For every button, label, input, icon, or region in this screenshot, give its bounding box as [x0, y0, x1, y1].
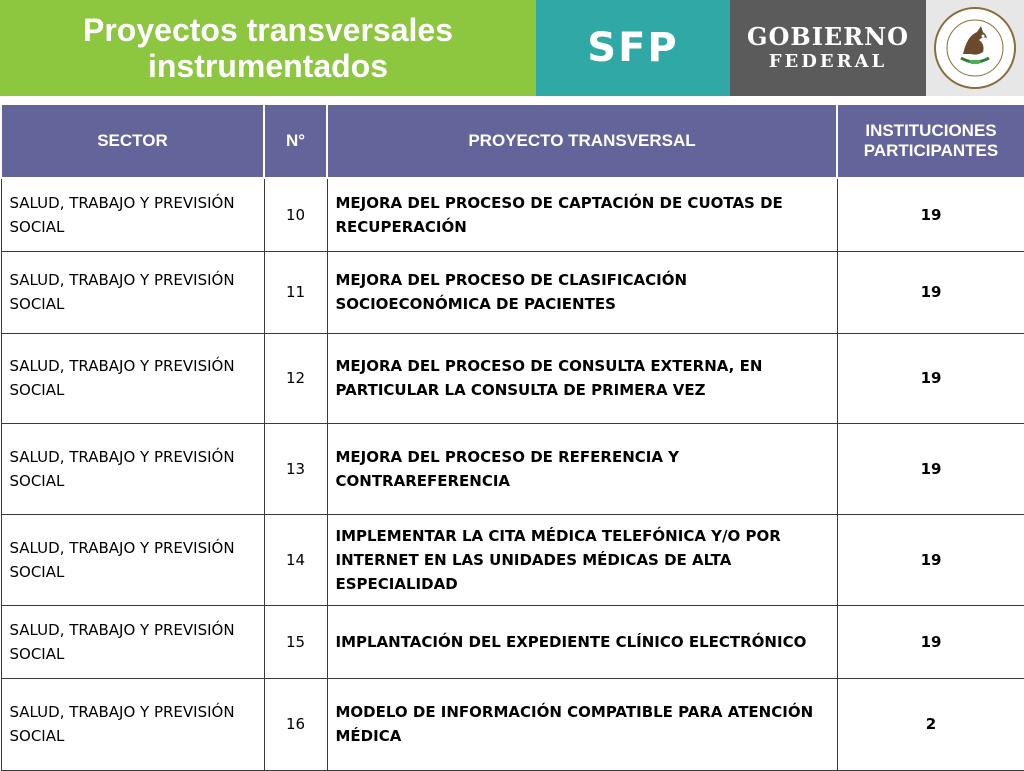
column-header-number: N°: [264, 104, 327, 178]
slide-title-line-1: Proyectos transversales: [83, 12, 453, 48]
gobierno-federal-logo: [730, 0, 926, 96]
table-row: [1, 678, 1024, 770]
sfp-logo: [536, 0, 730, 96]
project-cell: MEJORA DEL PROCESO DE CAPTACIÓN DE CUOTAS DE RECUPERACIÓN: [327, 178, 837, 251]
project-cell: MEJORA DEL PROCESO DE CONSULTA EXTERNA, EN PARTICULAR LA CONSULTA DE PRIMERA VEZ: [327, 333, 837, 423]
slide-header: [0, 0, 1024, 96]
table-row: [1, 178, 1024, 251]
project-cell: MODELO DE INFORMACIÓN COMPATIBLE PARA ATENCIÓN MÉDICA: [327, 678, 837, 770]
column-header-sector: SECTOR: [1, 104, 264, 178]
sector-cell: SALUD, TRABAJO Y PREVISIÓN SOCIAL: [1, 251, 264, 333]
slide-title-line-2: instrumentados: [147, 48, 389, 84]
table-row: [1, 423, 1024, 514]
title-banner: [0, 0, 536, 96]
sector-cell: SALUD, TRABAJO Y PREVISIÓN SOCIAL: [1, 178, 264, 251]
number-cell: 14: [264, 514, 327, 605]
project-cell: MEJORA DEL PROCESO DE REFERENCIA Y CONTRAREFERENCIA: [327, 423, 837, 514]
sector-cell: SALUD, TRABAJO Y PREVISIÓN SOCIAL: [1, 678, 264, 770]
sector-cell: SALUD, TRABAJO Y PREVISIÓN SOCIAL: [1, 514, 264, 605]
gobierno-logo-line-1: GOBIERNO: [747, 22, 909, 51]
national-seal: [926, 0, 1024, 96]
sector-cell: SALUD, TRABAJO Y PREVISIÓN SOCIAL: [1, 333, 264, 423]
number-cell: 15: [264, 605, 327, 678]
institutions-cell: 19: [837, 514, 1024, 605]
institutions-cell: 19: [837, 251, 1024, 333]
project-cell: IMPLEMENTAR LA CITA MÉDICA TELEFÓNICA Y/O POR INTERNET EN LAS UNIDADES MÉDICAS DE ALTA ESPECIALIDAD: [327, 514, 837, 605]
table-header-row: [1, 104, 1024, 178]
sector-cell: SALUD, TRABAJO Y PREVISIÓN SOCIAL: [1, 605, 264, 678]
institutions-cell: 19: [837, 423, 1024, 514]
institutions-cell: 2: [837, 678, 1024, 770]
sector-cell: SALUD, TRABAJO Y PREVISIÓN SOCIAL: [1, 423, 264, 514]
sfp-logo-text: SFP: [587, 25, 679, 71]
table-row: [1, 251, 1024, 333]
gobierno-logo-line-2: FEDERAL: [768, 51, 888, 72]
number-cell: 16: [264, 678, 327, 770]
table-row: [1, 605, 1024, 678]
eagle-seal-icon: [933, 6, 1017, 90]
table-row: [1, 333, 1024, 423]
institutions-cell: 19: [837, 333, 1024, 423]
column-header-institutions: INSTITUCIONES PARTICIPANTES: [837, 104, 1024, 178]
project-cell: MEJORA DEL PROCESO DE CLASIFICACIÓN SOCIOECONÓMICA DE PACIENTES: [327, 251, 837, 333]
institutions-cell: 19: [837, 178, 1024, 251]
column-header-project: PROYECTO TRANSVERSAL: [327, 104, 837, 178]
project-cell: IMPLANTACIÓN DEL EXPEDIENTE CLÍNICO ELECTRÓNICO: [327, 605, 837, 678]
number-cell: 11: [264, 251, 327, 333]
number-cell: 12: [264, 333, 327, 423]
projects-table: [0, 103, 1024, 771]
number-cell: 13: [264, 423, 327, 514]
number-cell: 10: [264, 178, 327, 251]
table-row: [1, 514, 1024, 605]
institutions-cell: 19: [837, 605, 1024, 678]
